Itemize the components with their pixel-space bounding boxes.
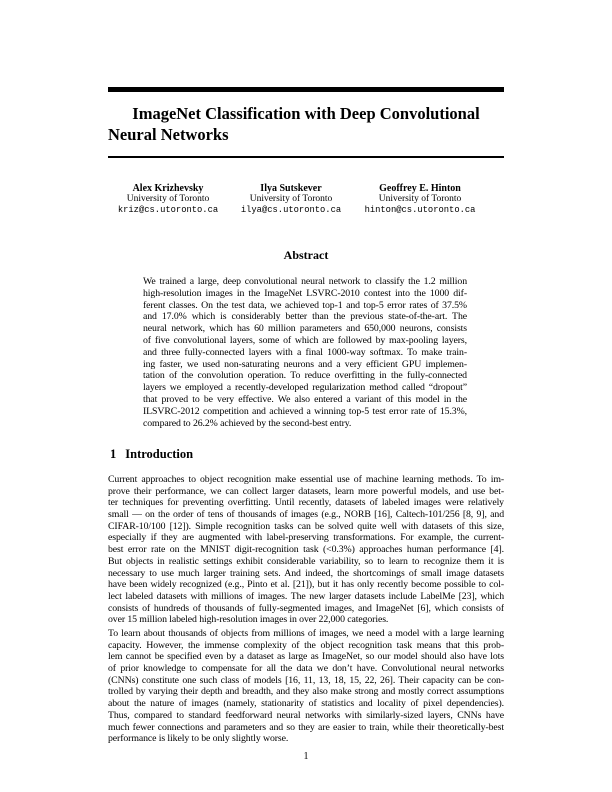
text-line: performance is likely to be only slightly worse. <box>108 733 289 745</box>
author-email: hinton@cs.utoronto.ca <box>364 205 476 215</box>
text-line: Thus, compared to standard feedforward neural networks with similarly-sized layers, CNNs have <box>108 709 504 721</box>
author-email: ilya@cs.utoronto.ca <box>240 205 342 215</box>
text-line: lem cannot be specified even by a dataset as large as ImageNet, so our model should also have lots <box>108 651 504 663</box>
text-line: necessary to use much larger training sets. And indeed, the shortcomings of small image datasets <box>108 567 504 579</box>
text-line: over 15 million labeled high-resolution images in over 22,000 categories. <box>108 614 389 626</box>
text-line: and 17.0% which is considerably better than the previous state-of-the-art. The <box>143 311 467 323</box>
text-line: tation of the convolution operation. To reduce overfitting in the fully-connected <box>143 370 467 382</box>
text-line: ImageNet Classification with Deep Convolutional <box>132 104 480 123</box>
text-line: that proved to be very effective. We also entered a variant of this model in the <box>143 393 467 405</box>
author-block-3 <box>365 183 476 217</box>
text-line: compared to 26.2% achieved by the second-best entry. <box>143 417 352 429</box>
author-block-1 <box>118 183 218 217</box>
text-line: best error rate on the MNIST digit-recognition task (<0.3%) approaches human performance [4]. <box>108 544 504 556</box>
text-line: much fewer connections and parameters and so they are easier to train, while their theoretically-best <box>108 721 504 733</box>
text-line: Neural Networks <box>108 124 229 144</box>
author-name: Alex Krizhevsky <box>132 183 204 194</box>
text-line: have been widely recognized (e.g., Pinto et al. [21]), but it has only recently become possible to col- <box>108 579 504 591</box>
section-number: 1 <box>110 447 117 461</box>
text-line: ing faster, we used non-saturating neurons and a very efficient GPU implemen- <box>143 358 467 370</box>
intro-paragraph-1 <box>108 474 504 626</box>
text-line: CIFAR-10/100 [12]). Simple recognition tasks can be solved quite well with datasets of this size, <box>108 520 504 532</box>
title-divider-rule <box>108 156 504 158</box>
text-line: ILSVRC-2012 competition and achieved a winning top-5 test error rate of 15.3%, <box>143 405 467 417</box>
text-line: lect labeled datasets with millions of images. The new larger datasets include LabelMe [23], which <box>108 590 504 602</box>
author-name: Geoffrey E. Hinton <box>379 183 461 194</box>
text-line: about the nature of images (namely, stationarity of statistics and locality of pixel dependencies). <box>108 698 504 710</box>
text-line: neural network, which has 60 million parameters and 650,000 neurons, consists <box>143 323 467 335</box>
author-affiliation: University of Toronto <box>126 194 210 204</box>
author-block-2 <box>241 183 341 217</box>
author-affiliation: University of Toronto <box>249 194 333 204</box>
section-title: Introduction <box>125 447 194 461</box>
text-line: consists of hundreds of thousands of fully-segmented images, and ImageNet [6], which consists of <box>108 602 504 614</box>
author-email: kriz@cs.utoronto.ca <box>117 205 219 215</box>
top-thick-rule <box>108 87 504 92</box>
section-heading-introduction <box>110 447 504 462</box>
text-line: of prior knowledge to compensate for all the data we don’t have. Convolutional neural networks <box>108 663 504 675</box>
text-line: high-resolution images in the ImageNet LSVRC-2010 contest into the 1000 dif- <box>143 287 467 299</box>
text-line: trolled by varying their depth and breadth, and they also make strong and mostly correct assumptions <box>108 686 504 698</box>
text-line: of five convolutional layers, some of which are followed by max-pooling layers, <box>143 334 467 346</box>
paper-title <box>108 104 504 145</box>
text-line: capacity. However, the immense complexity of the object recognition task means that this prob- <box>108 639 504 651</box>
author-name: Ilya Sutskever <box>260 183 322 194</box>
text-line: But objects in realistic settings exhibit considerable variability, so to learn to recognize them it is <box>108 555 504 567</box>
text-line: and three fully-connected layers with a final 1000-way softmax. To make train- <box>143 346 467 358</box>
text-line: ter techniques for preventing overfitting. Until recently, datasets of labeled images were relatively <box>108 497 504 509</box>
text-line: (CNNs) constitute one such class of models [16, 11, 13, 18, 15, 22, 26]. Their capacity can be con- <box>108 674 504 686</box>
abstract-heading: Abstract <box>283 248 329 262</box>
page-number: 1 <box>303 751 309 762</box>
text-line: layers we employed a recently-developed regularization method called “dropout” <box>143 382 467 394</box>
text-line: We trained a large, deep convolutional neural network to classify the 1.2 million <box>143 276 467 287</box>
text-line: prove their performance, we can collect larger datasets, learn more powerful models, and use bet- <box>108 485 504 497</box>
abstract-text <box>143 276 467 429</box>
text-line: small — on the order of tens of thousands of images (e.g., NORB [16], Caltech-101/256 [8, 9], and <box>108 509 504 521</box>
text-line: To learn about thousands of objects from millions of images, we need a model with a large learning <box>108 628 504 639</box>
author-affiliation: University of Toronto <box>378 194 462 204</box>
text-line: especially if they are augmented with label-preserving transformations. For example, the current- <box>108 532 504 544</box>
text-line: Current approaches to object recognition make essential use of machine learning methods. To im- <box>108 474 504 485</box>
intro-paragraph-2 <box>108 628 504 745</box>
text-line: ferent classes. On the test data, we achieved top-1 and top-5 error rates of 37.5% <box>143 299 467 311</box>
